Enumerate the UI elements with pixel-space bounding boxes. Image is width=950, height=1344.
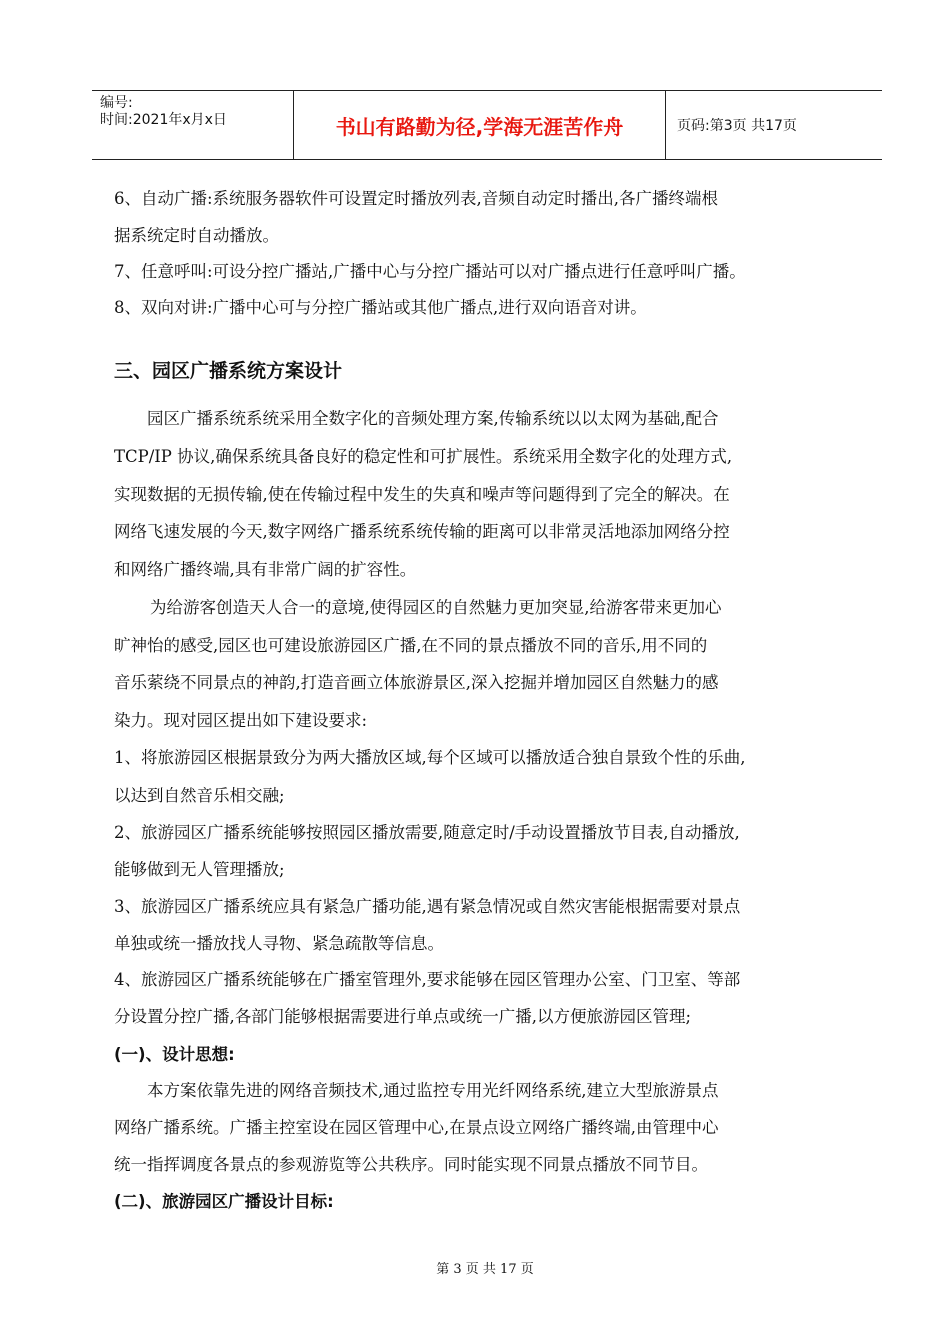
text-line: 实现数据的无损传输,使在传输过程中发生的失真和噪声等问题得到了完全的解决。在 <box>114 485 730 504</box>
text-line: 本方案依靠先进的网络音频技术,通过监控专用光纤网络系统,建立大型旅游景点 <box>147 1081 719 1100</box>
text-line: 旷神怡的感受,园区也可建设旅游园区广播,在不同的景点播放不同的音乐,用不同的 <box>114 636 708 655</box>
text-line: 能够做到无人管理播放; <box>114 860 285 879</box>
text-line: 分设置分控广播,各部门能够根据需要进行单点或统一广播,以方便旅游园区管理; <box>114 1007 692 1026</box>
header-table <box>92 90 882 160</box>
section-heading: 三、园区广播系统方案设计 <box>114 360 343 382</box>
text-line: TCP/IP 协议,确保系统具备良好的稳定性和可扩展性。系统采用全数字化的处理方式, <box>114 447 733 466</box>
text-line: 单独或统一播放找人寻物、紧急疏散等信息。 <box>114 934 444 953</box>
text-line: 音乐萦绕不同景点的神韵,打造音画立体旅游景区,深入挖掘并增加园区自然魅力的感 <box>114 673 719 692</box>
text-line: 网络飞速发展的今天,数字网络广播系统系统传输的距离可以非常灵活地添加网络分控 <box>114 522 730 541</box>
header-page-info: 页码:第3页 共17页 <box>677 118 797 134</box>
text-line: 和网络广播终端,具有非常广阔的扩容性。 <box>114 560 417 579</box>
subsection-heading: (一)、设计思想: <box>114 1045 235 1064</box>
header-motto: 书山有路勤为径,学海无涯苦作舟 <box>335 114 624 139</box>
number-label: 编号: <box>100 95 133 111</box>
text-line: 为给游客创造天人合一的意境,使得园区的自然魅力更加突显,给游客带来更加心 <box>150 598 722 617</box>
text-line: 统一指挥调度各景点的参观游览等公共秩序。同时能实现不同景点播放不同节目。 <box>114 1155 708 1174</box>
subsection-heading: (二)、旅游园区广播设计目标: <box>114 1192 334 1211</box>
text-line: 7、任意呼叫:可设分控广播站,广播中心与分控广播站可以对广播点进行任意呼叫广播。 <box>114 262 746 281</box>
text-line: 4、旅游园区广播系统能够在广播室管理外,要求能够在园区管理办公室、门卫室、等部 <box>114 970 741 989</box>
text-line: 园区广播系统系统采用全数字化的音频处理方案,传输系统以以太网为基础,配合 <box>147 409 719 428</box>
text-line: 6、自动广播:系统服务器软件可设置定时播放列表,音频自动定时播出,各广播终端根 <box>114 189 719 208</box>
text-line: 以达到自然音乐相交融; <box>114 786 285 805</box>
text-line: 染力。现对园区提出如下建设要求: <box>114 711 368 730</box>
text-line: 3、旅游园区广播系统应具有紧急广播功能,遇有紧急情况或自然灾害能根据需要对景点 <box>114 897 741 916</box>
text-line: 1、将旅游园区根据景致分为两大播放区域,每个区域可以播放适合独自景致个性的乐曲, <box>114 748 746 767</box>
header-divider <box>665 91 666 159</box>
time-label: 时间:2021年x月x日 <box>100 112 227 128</box>
page-footer: 第 3 页 共 17 页 <box>436 1262 534 1277</box>
text-line: 据系统定时自动播放。 <box>114 226 279 245</box>
text-line: 网络广播系统。广播主控室设在园区管理中心,在景点设立网络广播终端,由管理中心 <box>114 1118 719 1137</box>
text-line: 2、旅游园区广播系统能够按照园区播放需要,随意定时/手动设置播放节目表,自动播放, <box>114 823 740 842</box>
text-line: 8、双向对讲:广播中心可与分控广播站或其他广播点,进行双向语音对讲。 <box>114 298 647 317</box>
header-meta <box>100 95 227 129</box>
